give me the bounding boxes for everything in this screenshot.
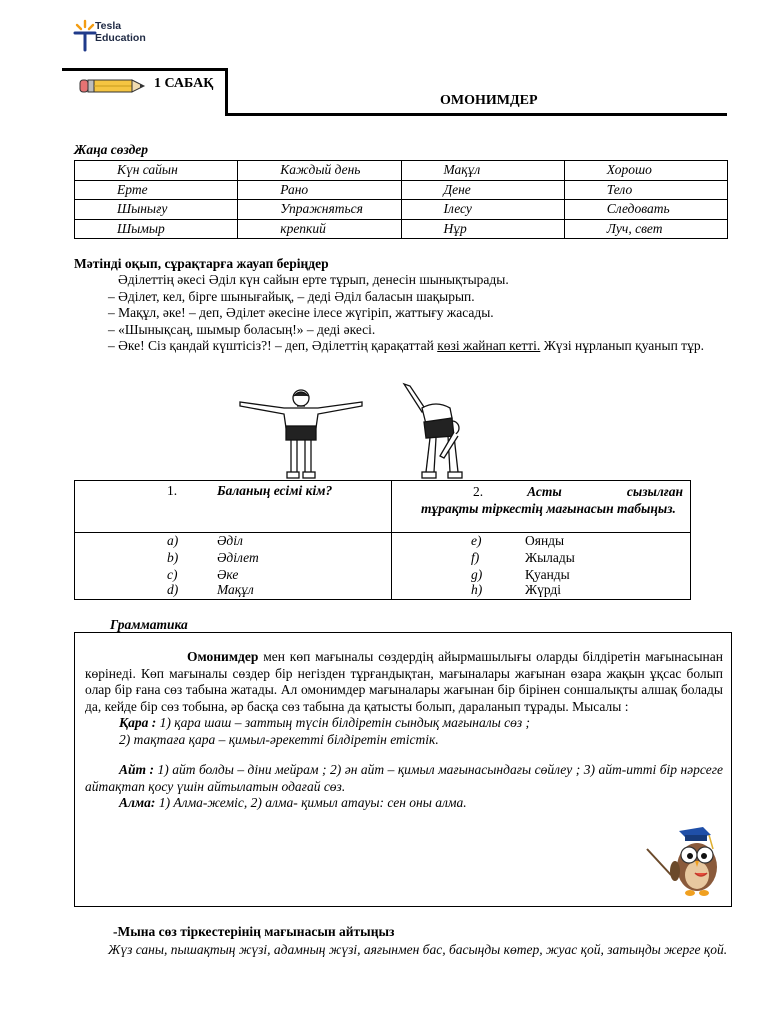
vocab-cell: Хорошо (564, 161, 727, 181)
vocab-cell: Тело (564, 180, 727, 200)
vocab-cell: Ілесу (401, 200, 564, 220)
vocab-cell: Мақұл (401, 161, 564, 181)
reading-paragraph: Әділеттің әкесі Әділ күн сайын ерте тұрып, денесін шынықтырады. (118, 272, 509, 287)
vocab-cell: Следовать (564, 200, 727, 220)
reading-heading: Мәтінді оқып, сұрақтарға жауап беріңдер (74, 256, 329, 271)
table-row (75, 180, 728, 200)
answer-option: b) (167, 550, 179, 565)
boy-exercise-illustration (238, 388, 364, 480)
answer-option: c) (167, 567, 178, 582)
answer-option: h) (471, 582, 483, 597)
table-row (75, 200, 728, 220)
answer-option: Әділет (217, 550, 259, 565)
grammar-heading: Грамматика (110, 617, 188, 632)
reading-text (74, 272, 731, 355)
grammar-example: Айт : 1) айт болды – діни мейрам ; 2) ән айт – қимыл мағынасындағы сөйлеу ; 3) айт-итті бір нәрсеге айтақтап қосу үшін айтылатын одағай сөз. (85, 762, 723, 794)
brand-name: Tesla Education (95, 20, 146, 44)
vocab-cell: крепкий (238, 219, 401, 239)
answer-option: e) (471, 533, 482, 548)
reading-paragraph: – Мақұл, әке! – деп, Әділет әкесіне ілесе жүгіріп, жаттығу жасады. (108, 305, 494, 320)
vocab-cell: Ерте (75, 180, 238, 200)
vocab-cell: Рано (238, 180, 401, 200)
grammar-box (74, 632, 732, 907)
vocab-cell: Дене (401, 180, 564, 200)
grammar-text (85, 649, 723, 812)
answer-option: Мақұл (217, 582, 254, 597)
reading-paragraph: – «Шынықсаң, шымыр боласың!» – деді әкесі. (108, 321, 376, 337)
lesson-number: 1 САБАҚ (154, 76, 214, 91)
answer-option: a) (167, 533, 179, 548)
question-number: 1. (167, 483, 178, 498)
answer-option: Жүрді (525, 582, 562, 597)
answer-option: Әке (217, 567, 239, 582)
lesson-title: ОМОНИМДЕР (440, 93, 538, 108)
grammar-example: Алма: 1) Алма-жеміс, 2) алма- қимыл атауы: сен оны алма. (119, 795, 467, 810)
vocab-cell: Нұр (401, 219, 564, 239)
question-text: Баланың есімі кім? (217, 483, 333, 498)
reading-paragraph: – Әке! Сіз қандай күштісіз?! – деп, Әділеттің қарақаттай көзі жайнап кетті. Жүзі нұрланып қуанып тұр. (108, 338, 704, 353)
task-heading: -Мына сөз тіркестерінің мағынасын айтыңыз (113, 924, 395, 939)
owl-teacher-icon (645, 827, 723, 907)
pencil-icon (78, 77, 146, 95)
questions-table (74, 480, 691, 600)
grammar-paragraph: Омонимдер мен көп мағыналы сөздердің айырмашылығы оларды білдіретін мағынасынан көрінеді. Көп мағыналы сөздер бір негізден тұрғандықтан, мағыналары жағынан өзара жақын ұқсас болып олар бір ғана сөз табына жатады. Ал омонимдер мағыналары жағынан бір бірінен соншалықты алшақ болады да, кейде бір сөз тобына, әр басқа сөз табына да қатысты болып, дараланып тұрады. Мысалы : (85, 649, 723, 714)
table-row (75, 219, 728, 239)
vocab-cell: Шынығу (75, 200, 238, 220)
vocab-heading: Жаңа сөздер (74, 142, 149, 157)
question-text: 2. Асты сызылған тұрақты тіркестің мағынасын табыңыз. (421, 484, 683, 516)
vocab-cell: Күн сайын (75, 161, 238, 181)
vocab-cell: Упражняться (238, 200, 401, 220)
answer-option: Әділ (217, 533, 243, 548)
vocab-cell: Каждый день (238, 161, 401, 181)
vocab-cell: Луч, свет (564, 219, 727, 239)
table-row (75, 161, 728, 181)
boy-bending-illustration (396, 382, 484, 480)
underlined-phrase: көзі жайнап кетті. (437, 338, 541, 353)
vocab-table (74, 160, 728, 239)
answer-option: g) (471, 567, 483, 582)
answer-option: d) (167, 582, 179, 597)
vocab-cell: Шымыр (75, 219, 238, 239)
answer-option: Қуанды (525, 567, 570, 582)
answer-option: Жылады (525, 550, 575, 565)
grammar-example: Қара : 1) қара шаш – заттың түсін білдіретін сындық мағыналы сөз ; (119, 715, 531, 730)
answer-option: Оянды (525, 533, 565, 548)
reading-paragraph: – Әділет, кел, бірге шынығайық, – деді Әділ баласын шақырып. (108, 288, 475, 304)
task-text: Жүз саны, пышақтың жүзі, адамның жүзі, аяғынмен бас, басыңды көтер, жуас қой, затыңды жерге қой. (108, 942, 728, 957)
grammar-example: 2) тақтаға қара – қимыл-әрекетті білдіретін етістік. (119, 731, 439, 747)
answer-option: f) (471, 550, 480, 565)
